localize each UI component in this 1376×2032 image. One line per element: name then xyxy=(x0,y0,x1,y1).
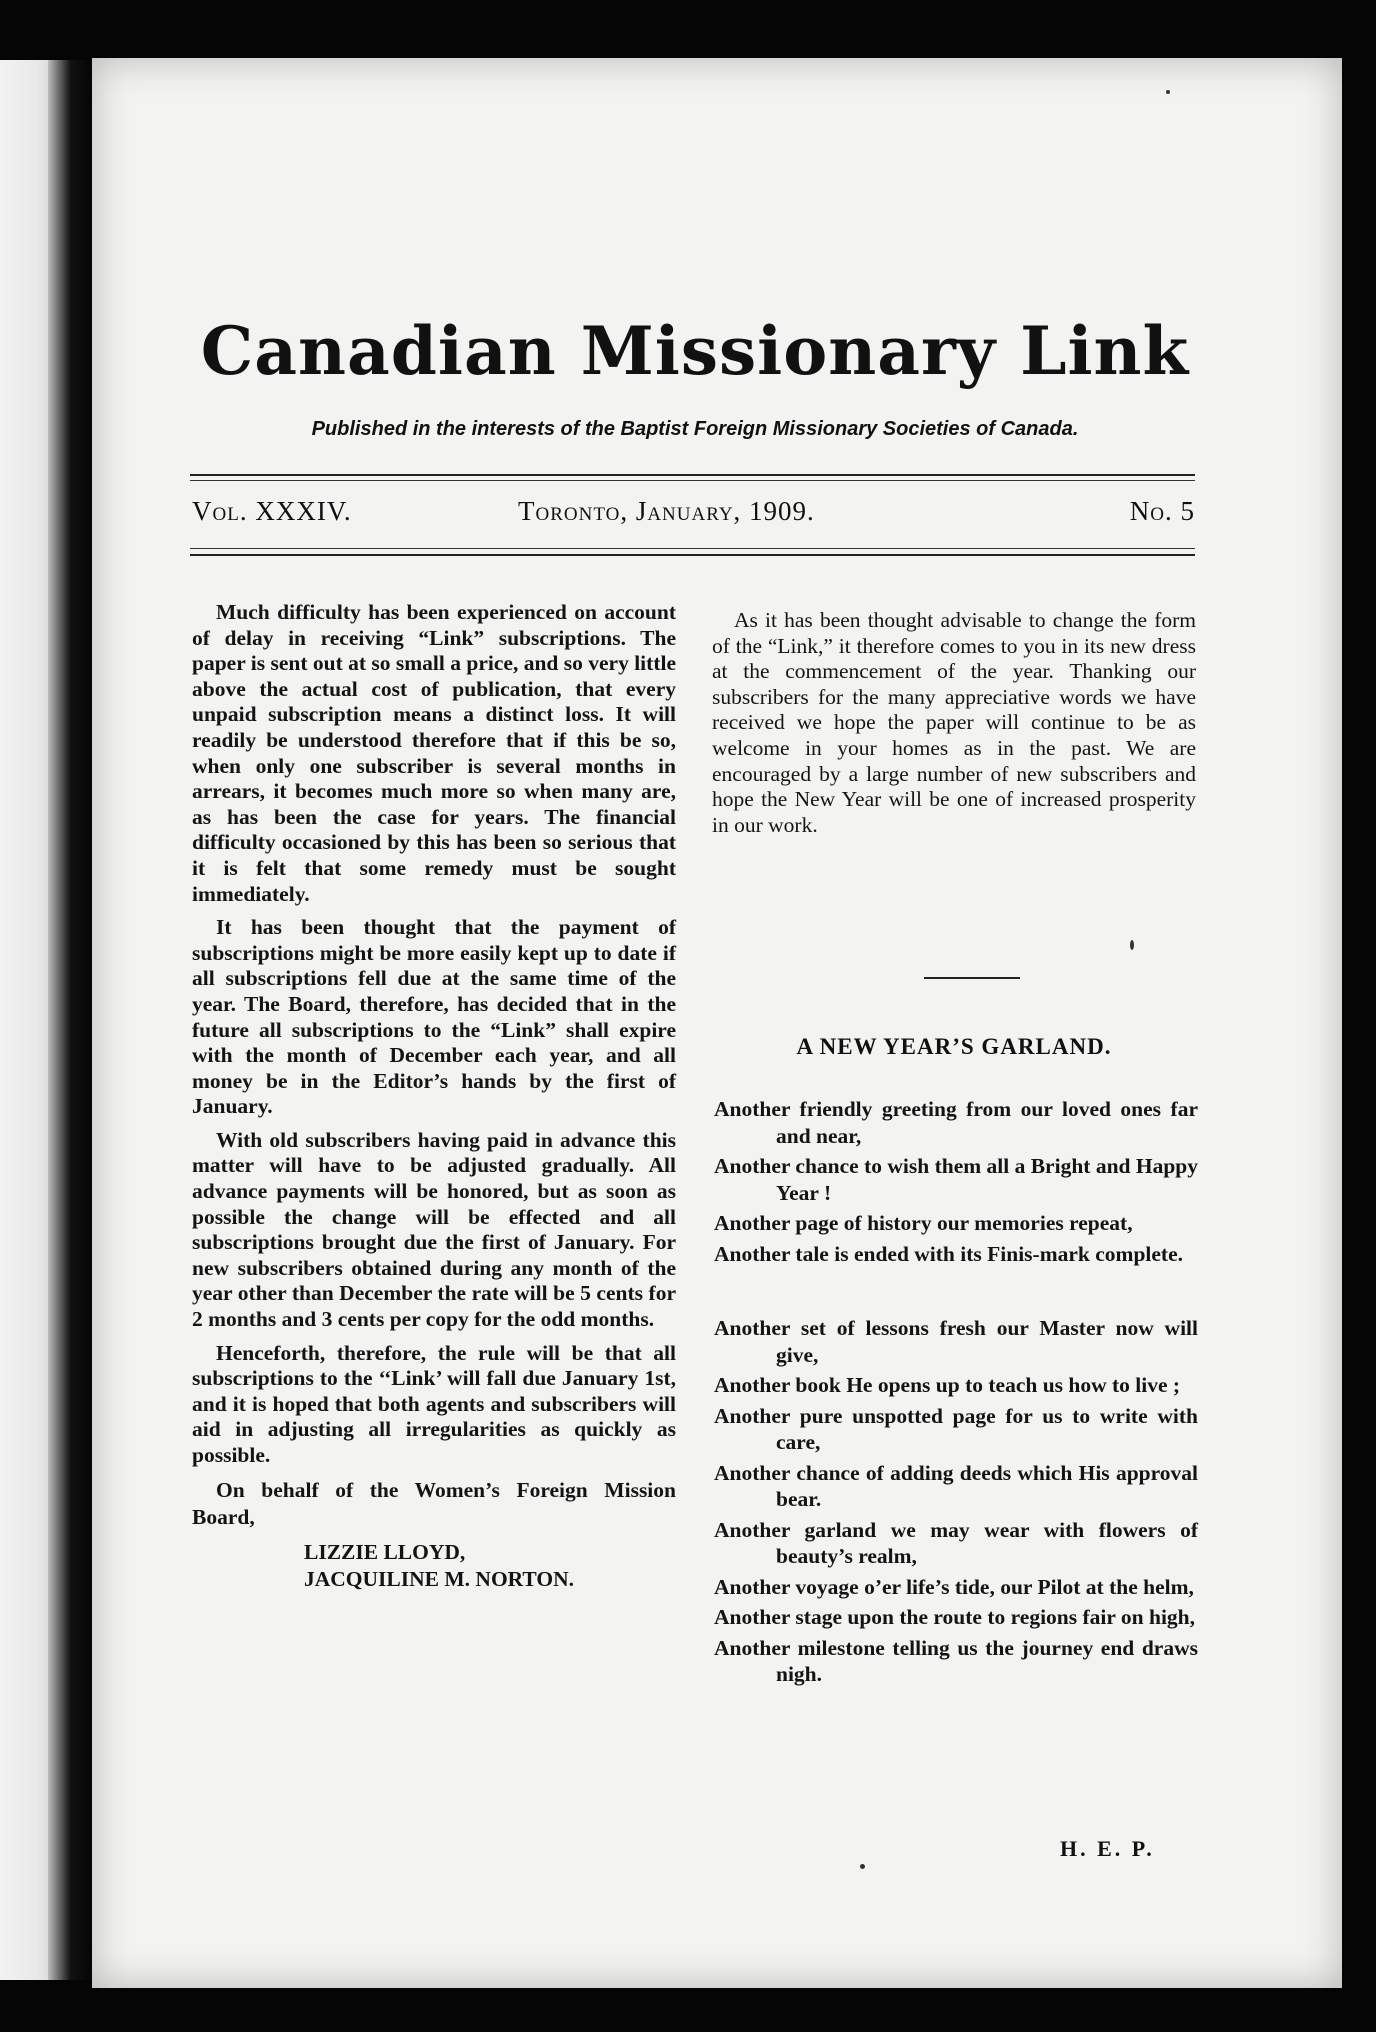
editor-note: As it has been thought advisable to change the form of the “Link,” it therefore comes to you in its new dress at the commencement of the year. Thanking our subscribers for the many appreciative words we have received we hope the paper will continue to be as welcome in your homes as in the past. We are encouraged by a large number of new subscribers and hope the New Year will be one of increased prosperity in our work. xyxy=(712,608,1196,837)
poem-line: Another stage upon the route to regions fair on high, xyxy=(714,1605,1195,1629)
notice-paragraph-3: With old subscribers having paid in advance this matter will have to be adjusted gradually. All advance payments will be honored, but as soon as possible the change will be effected and all subscriptions brought due the first of January. For new subscribers obtained during any month of the year other than December the rate will be 5 cents for 2 months and 3 cents per copy for the odd months. xyxy=(192,1127,676,1332)
dateline-rule-bottom xyxy=(190,548,1195,549)
section-divider xyxy=(924,977,1020,979)
notice-paragraph-1: Much difficulty has been experienced on account of delay in receiving “Link” subscriptions. The paper is sent out at so small a price, and so very little above the actual cost of publication, that every unpaid subscription means a distinct loss. It will readily be understood therefore that if this be so, when only one subscriber is several months in arrears, it becomes much more so when many are, as has been the case for years. The financial difficulty occasioned by this has been so serious that it is felt that some remedy must be sought immediately. xyxy=(192,600,676,906)
poem-line: Another garland we may wear with flowers of beauty’s realm, xyxy=(714,1517,1198,1568)
poem-line: Another page of history our memories repeat, xyxy=(714,1211,1133,1235)
signatory-norton: JACQUILINE M. NORTON. xyxy=(304,1566,575,1591)
poem-title: A NEW YEAR’S GARLAND. xyxy=(796,1034,1112,1059)
masthead-subtitle: Published in the interests of the Baptist Foreign Missionary Societies of Canada. xyxy=(311,418,1079,440)
poem-line: Another pure unspotted page for us to write with care, xyxy=(714,1403,1198,1454)
poem-line: Another friendly greeting from our loved ones far and near, xyxy=(714,1097,1198,1148)
place-and-date: Toronto, January, 1909. xyxy=(518,496,815,526)
masthead-rule-top-thin xyxy=(190,480,1195,481)
poem-line: Another chance to wish them all a Bright and Happy Year ! xyxy=(714,1154,1198,1205)
stanza-gap xyxy=(714,1271,1198,1315)
poem-line: Another set of lessons fresh our Master now will give, xyxy=(714,1316,1198,1367)
poem-line: Another milestone telling us the journey end draws nigh. xyxy=(714,1635,1198,1686)
notice-paragraph-4: Henceforth, therefore, the rule will be that all subscriptions to the ‘‘Link’ will fall due January 1st, and it is hoped that both agents and subscribers will aid in adjusting all irregularities as quickly as possible. xyxy=(192,1340,676,1467)
poem-line: Another tale is ended with its Finis-mark complete. xyxy=(714,1241,1183,1266)
volume-number: Vol. XXXIV. xyxy=(192,496,352,526)
masthead-title: Canadian Missionary Link xyxy=(200,312,1190,390)
print-speck xyxy=(1130,940,1134,950)
poem-signature: H. E. P. xyxy=(1060,1836,1155,1861)
dateline xyxy=(192,496,1195,536)
masthead-rule-top xyxy=(190,474,1195,476)
notice-paragraph-2: It has been thought that the payment of subscriptions might be more easily kept up to date if all subscriptions fell due at the same time of the year. The Board, therefore, has decided that in the future all subscriptions to the “Link” shall expire with the month of December each year, and all money be in the Editor’s hands by the first of January. xyxy=(192,915,676,1119)
right-column-intro xyxy=(712,608,1196,838)
signatory-lloyd: LIZZIE LLOYD, xyxy=(304,1539,466,1564)
notice-signature-block xyxy=(192,1477,676,1593)
print-speck xyxy=(860,1864,865,1869)
poem-body xyxy=(714,1096,1198,1692)
issue-number: No. 5 xyxy=(1129,496,1195,526)
dateline-rule-bottom-thick xyxy=(190,554,1195,556)
poem-line: Another book He opens up to teach us how to live ; xyxy=(714,1373,1181,1397)
poem-line: Another voyage o’er life’s tide, our Pilot at the helm, xyxy=(714,1574,1194,1599)
notice-closing: On behalf of the Women’s Foreign Mission Board, xyxy=(192,1477,676,1529)
left-column-notice xyxy=(192,600,676,1593)
poem-line: Another chance of adding deeds which His approval bear. xyxy=(714,1460,1198,1511)
print-speck xyxy=(1166,90,1170,94)
